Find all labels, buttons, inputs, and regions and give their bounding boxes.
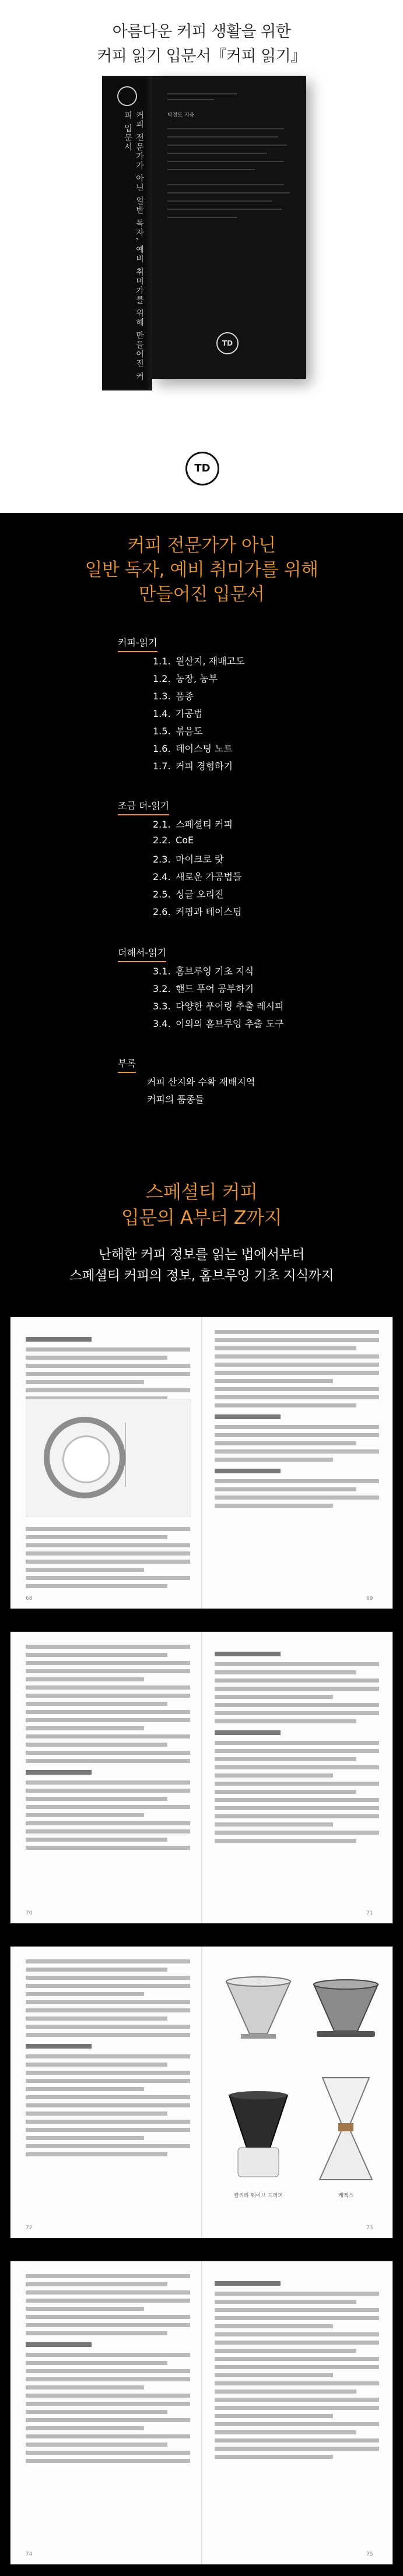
toc-item: 1.2. 농장, 농부 [153, 673, 218, 684]
toc-item: 2.6. 커핑과 테이스팅 [153, 906, 242, 917]
toc-item: 1.3. 품종 [153, 691, 194, 702]
page-number-left: 72 [26, 2225, 33, 2231]
book-cover-image [102, 76, 306, 390]
specialty-subtitle-line2: 스페셜티 커피의 정보, 홈브루잉 기초 지식까지 [69, 1268, 334, 1283]
toc-item: 3.1. 홈브루잉 기초 지식 [153, 966, 254, 977]
book-front-cover [152, 76, 306, 379]
page-spread [10, 1947, 393, 2238]
v60-dripper-image [220, 1970, 296, 2057]
toc-item: 1.4. 가공법 [153, 708, 203, 719]
page-number-right: 73 [366, 2225, 373, 2231]
book-spine [102, 76, 152, 390]
page-number-left: 68 [26, 1596, 33, 1602]
page-spread [10, 1317, 393, 1609]
specialty-title-line2: 입문의 A부터 Z까지 [121, 1206, 282, 1229]
toc-appendix-title: 부록 [118, 1056, 136, 1073]
toc-item: 1.1. 원산지, 재배고도 [153, 656, 245, 667]
page-number-right: 75 [366, 2552, 373, 2557]
photo-caption: 칼리타 웨이브 드리퍼 [234, 2193, 283, 2199]
toc-headline-line3: 만들어진 입문서 [138, 584, 265, 605]
hero-headline-line2: 커피 읽기 입문서『커피 읽기』 [97, 47, 306, 65]
toc-item: 3.4. 이외의 홈브루잉 추출 도구 [153, 1018, 284, 1029]
page-spread [10, 2261, 393, 2564]
toc-item: 2.5. 싱글 오리진 [153, 889, 224, 900]
toc-item: 커피 산지와 수확 재배지역 [147, 1076, 255, 1088]
toc-item: 2.4. 새로운 가공법들 [153, 871, 242, 882]
spine-logo-icon [117, 86, 137, 106]
filter-diagram-figure [26, 1399, 191, 1516]
toc-item: 3.3. 다양한 푸어링 추출 레시피 [153, 1001, 284, 1012]
wave-dripper-image [220, 2078, 296, 2188]
hero-section [0, 0, 403, 513]
toc-item: 1.6. 테이스팅 노트 [153, 743, 233, 754]
toc-item: 커피의 품종들 [147, 1094, 204, 1105]
metal-dripper-image [305, 1970, 387, 2057]
chemex-image [308, 2072, 384, 2188]
book-author: 박정도 지음 [167, 112, 195, 118]
toc-part-1-title: 커피-읽기 [118, 635, 157, 652]
page-spread [10, 1632, 393, 1923]
toc-headline-line1: 커피 전문가가 아닌 [127, 535, 276, 556]
page-number-left: 70 [26, 1910, 33, 1916]
toc-item: 2.2. CoE [153, 835, 194, 846]
table-of-contents-section [0, 513, 403, 1142]
toc-item: 1.7. 커피 경험하기 [153, 761, 233, 772]
hero-headline-line1: 아름다운 커피 생활을 위한 [112, 23, 291, 41]
page-number-right: 69 [366, 1596, 373, 1602]
publisher-logo: TD [185, 452, 219, 485]
front-logo-badge: TD [216, 332, 239, 354]
toc-item: 2.3. 마이크로 랏 [153, 854, 224, 865]
page-left [26, 1330, 190, 1405]
toc-item: 3.2. 핸드 푸어 공부하기 [153, 983, 254, 994]
toc-item: 2.1. 스페셜티 커피 [153, 819, 233, 830]
spine-title: 커피 전문가가 아닌 일반 독자, 예비 취미가를 위해 만들어진 커피 입문서 [123, 111, 144, 382]
specialty-section-header [0, 1142, 403, 1317]
toc-headline-line2: 일반 독자, 예비 취미가를 위해 [85, 559, 318, 580]
toc-part-2-title: 조금 더-읽기 [118, 798, 169, 815]
photo-caption: 케멕스 [338, 2193, 354, 2199]
toc-part-3-title: 더해서-읽기 [118, 945, 166, 962]
toc-item: 1.5. 볶음도 [153, 726, 203, 737]
page-number-right: 71 [366, 1910, 373, 1916]
specialty-title-line1: 스페셜티 커피 [145, 1181, 258, 1203]
specialty-subtitle-line1: 난해한 커피 정보를 읽는 법에서부터 [98, 1247, 304, 1262]
page-number-left: 74 [26, 2552, 33, 2557]
sample-pages-section [0, 1317, 403, 2576]
